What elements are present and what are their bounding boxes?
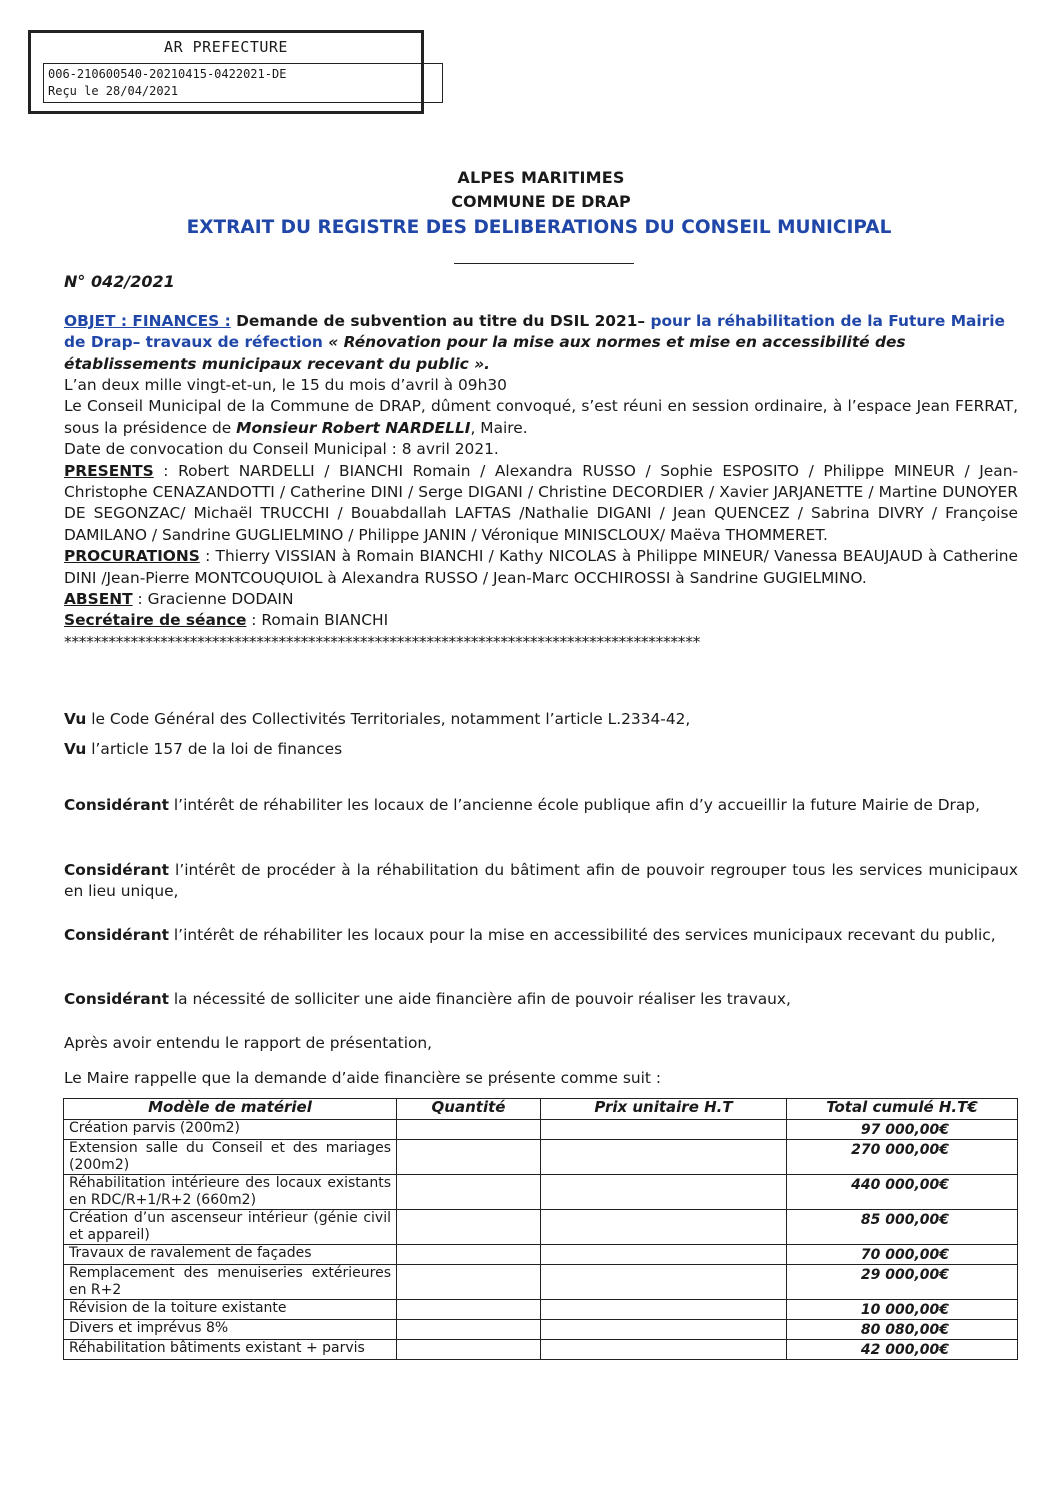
session-date: L’an deux mille vingt-et-un, le 15 du mois d’avril à 09h30: [64, 376, 507, 394]
commune-heading: COMMUNE DE DRAP: [451, 192, 631, 211]
table-body: [64, 1120, 1018, 1360]
objet-text-3: « Rénovation pour la mise aux normes et mise en accessibilité des établissements municipaux recevant du public ».: [64, 333, 906, 373]
stamp-reference: 006-210600540-20210415-0422021-DE: [48, 67, 287, 81]
department-heading: ALPES MARITIMES: [457, 168, 625, 187]
row-total-cell: 270 000,00€: [787, 1140, 1018, 1175]
session-block: [64, 375, 1018, 653]
absent-paragraph: [64, 589, 1018, 610]
session-convene: [64, 396, 1018, 439]
row-material-cell: Travaux de ravalement de façades: [64, 1245, 397, 1265]
table-row: [64, 1340, 1018, 1360]
vu-text: le Code Général des Collectivités Territoriales, notamment l’article L.2334-42,: [86, 710, 691, 728]
row-unit-price-cell: [541, 1245, 787, 1265]
table-row: [64, 1140, 1018, 1175]
row-total-cell: 10 000,00€: [787, 1300, 1018, 1320]
considerant-text: l’intérêt de réhabiliter les locaux pour la mise en accessibilité des services municipaux recevant du public,: [169, 926, 996, 944]
considerant-paragraph: [64, 925, 1018, 946]
secretaire-name: : Romain BIANCHI: [246, 611, 389, 630]
row-material-cell: Révision de la toiture existante: [64, 1300, 397, 1320]
table-row: [64, 1245, 1018, 1265]
row-unit-price-cell: [541, 1120, 787, 1140]
funding-table: [63, 1098, 1018, 1360]
row-quantity-cell: [397, 1245, 541, 1265]
row-total-cell: 85 000,00€: [787, 1210, 1018, 1245]
row-total-cell: 80 080,00€: [787, 1320, 1018, 1340]
row-quantity-cell: [397, 1120, 541, 1140]
presents-paragraph: [64, 461, 1018, 547]
presents-label: PRESENTS: [64, 461, 154, 480]
table-row: [64, 1300, 1018, 1320]
row-total-cell: 440 000,00€: [787, 1175, 1018, 1210]
vu-keyword: Vu: [64, 740, 87, 758]
table-row: [64, 1175, 1018, 1210]
convene-text: Le Conseil Municipal de la Commune de DRAP, dûment convoqué, s’est réuni en session ordinaire, à l’espace Jean FERRAT, sous la présidence de: [64, 397, 1018, 437]
vu-keyword: Vu: [64, 710, 87, 728]
row-unit-price-cell: [541, 1140, 787, 1175]
row-unit-price-cell: [541, 1340, 787, 1360]
president-name: Monsieur Robert NARDELLI: [236, 418, 471, 437]
row-material-cell: Remplacement des menuiseries extérieures en R+2: [64, 1265, 397, 1300]
header-material: Modèle de matériel: [64, 1099, 397, 1120]
table-row: [64, 1210, 1018, 1245]
vu-paragraph: [64, 739, 1018, 760]
apres-paragraph: Après avoir entendu le rapport de présentation,: [64, 1034, 433, 1052]
absent-list: : Gracienne DODAIN: [132, 590, 294, 609]
considerant-paragraph: [64, 860, 1018, 903]
convocation-date: Date de convocation du Conseil Municipal : 8 avril 2021.: [64, 440, 499, 459]
considerant-keyword: Considérant: [64, 861, 170, 879]
considerant-text: la nécessité de solliciter une aide financière afin de pouvoir réaliser les travaux,: [169, 990, 791, 1008]
vu-paragraph: [64, 709, 1018, 730]
objet-text-1: Demande de subvention au titre du DSIL 2021–: [230, 312, 651, 330]
row-unit-price-cell: [541, 1210, 787, 1245]
convene-end: , Maire.: [470, 418, 528, 437]
register-title: EXTRAIT DU REGISTRE DES DELIBERATIONS DU CONSEIL MUNICIPAL: [186, 217, 892, 238]
row-quantity-cell: [397, 1320, 541, 1340]
procurations-list: : Thierry VISSIAN à Romain BIANCHI / Kathy NICOLAS à Philippe MINEUR/ Vanessa BEAUJAUD à Catherine DINI /Jean-Pierre MONTCOUQUIOL à Alexandra RUSSO / Jean-Marc OCCHIROSSI à Sandrine GUGIELMINO.: [64, 547, 1018, 587]
prefecture-stamp: [28, 30, 424, 114]
objet-paragraph: [64, 311, 1018, 375]
row-total-cell: 29 000,00€: [787, 1265, 1018, 1300]
stamp-reference-box: [43, 63, 443, 103]
row-quantity-cell: [397, 1210, 541, 1245]
row-quantity-cell: [397, 1300, 541, 1320]
header-quantity: Quantité: [397, 1099, 541, 1120]
row-material-cell: Création parvis (200m2): [64, 1120, 397, 1140]
header-unit-price: Prix unitaire H.T: [541, 1099, 787, 1120]
row-quantity-cell: [397, 1265, 541, 1300]
table-row: [64, 1120, 1018, 1140]
row-unit-price-cell: [541, 1300, 787, 1320]
stamp-received-date: Reçu le 28/04/2021: [48, 84, 179, 98]
row-quantity-cell: [397, 1140, 541, 1175]
row-total-cell: 70 000,00€: [787, 1245, 1018, 1265]
vu-text: l’article 157 de la loi de finances: [86, 740, 343, 758]
row-material-cell: Réhabilitation bâtiments existant + parvis: [64, 1340, 397, 1360]
procurations-paragraph: [64, 546, 1018, 589]
row-total-cell: 42 000,00€: [787, 1340, 1018, 1360]
header-total: Total cumulé H.T€: [787, 1099, 1018, 1120]
row-unit-price-cell: [541, 1175, 787, 1210]
row-quantity-cell: [397, 1175, 541, 1210]
considerant-text: l’intérêt de réhabiliter les locaux de l’ancienne école publique afin d’y accueillir la future Mairie de Drap,: [169, 796, 980, 814]
table-row: [64, 1265, 1018, 1300]
secretaire-label: Secrétaire de séance: [64, 611, 247, 630]
considerant-keyword: Considérant: [64, 926, 170, 944]
row-unit-price-cell: [541, 1265, 787, 1300]
stamp-title: AR PREFECTURE: [164, 38, 288, 56]
deliberation-number: N° 042/2021: [64, 272, 175, 291]
considerant-text: l’intérêt de procéder à la réhabilitation du bâtiment afin de pouvoir regrouper tous les services municipaux en lieu unique,: [64, 861, 1018, 901]
row-material-cell: Réhabilitation intérieure des locaux existants en RDC/R+1/R+2 (660m2): [64, 1175, 397, 1210]
row-unit-price-cell: [541, 1320, 787, 1340]
maire-paragraph: Le Maire rappelle que la demande d’aide financière se présente comme suit :: [64, 1069, 662, 1087]
secretaire-paragraph: [64, 610, 1018, 631]
considerant-keyword: Considérant: [64, 990, 170, 1008]
considerant-keyword: Considérant: [64, 796, 170, 814]
title-divider: [454, 263, 634, 264]
objet-label: OBJET : FINANCES :: [64, 312, 231, 330]
row-quantity-cell: [397, 1340, 541, 1360]
absent-label: ABSENT: [64, 590, 133, 609]
table-header-row: [64, 1099, 1018, 1120]
presents-list: : Robert NARDELLI / BIANCHI Romain / Alexandra RUSSO / Sophie ESPOSITO / Philippe MINEUR / Jean-Christophe CENAZANDOTTI / Catherine DINI / Serge DIGANI / Christine DECORDIER / Xavier JARJANETTE / Martine DUNOYER DE SEGONZAC/ Michaël TRUCCHI / Bouabdallah LAFTAS /Nathalie DIGANI / Jean QUENCEZ / Sabrina DIVRY / Françoise DAMILANO / Sandrine GUGLIELMINO / Philippe JANIN / Véronique MINISCLOUX/ Maëva THOMMERET.: [64, 461, 1018, 544]
row-total-cell: 97 000,00€: [787, 1120, 1018, 1140]
row-material-cell: Extension salle du Conseil et des mariages (200m2): [64, 1140, 397, 1175]
considerant-paragraph: [64, 989, 1018, 1010]
row-material-cell: Création d’un ascenseur intérieur (génie civil et appareil): [64, 1210, 397, 1245]
objet-text-2: pour la réhabilitation de la Future Mairie de Drap– travaux de réfection: [64, 312, 1005, 352]
procurations-label: PROCURATIONS: [64, 547, 200, 566]
row-material-cell: Divers et imprévus 8%: [64, 1320, 397, 1340]
table-row: [64, 1320, 1018, 1340]
considerant-paragraph: [64, 795, 1018, 816]
separator-line: **************************************************************************************: [64, 632, 700, 651]
